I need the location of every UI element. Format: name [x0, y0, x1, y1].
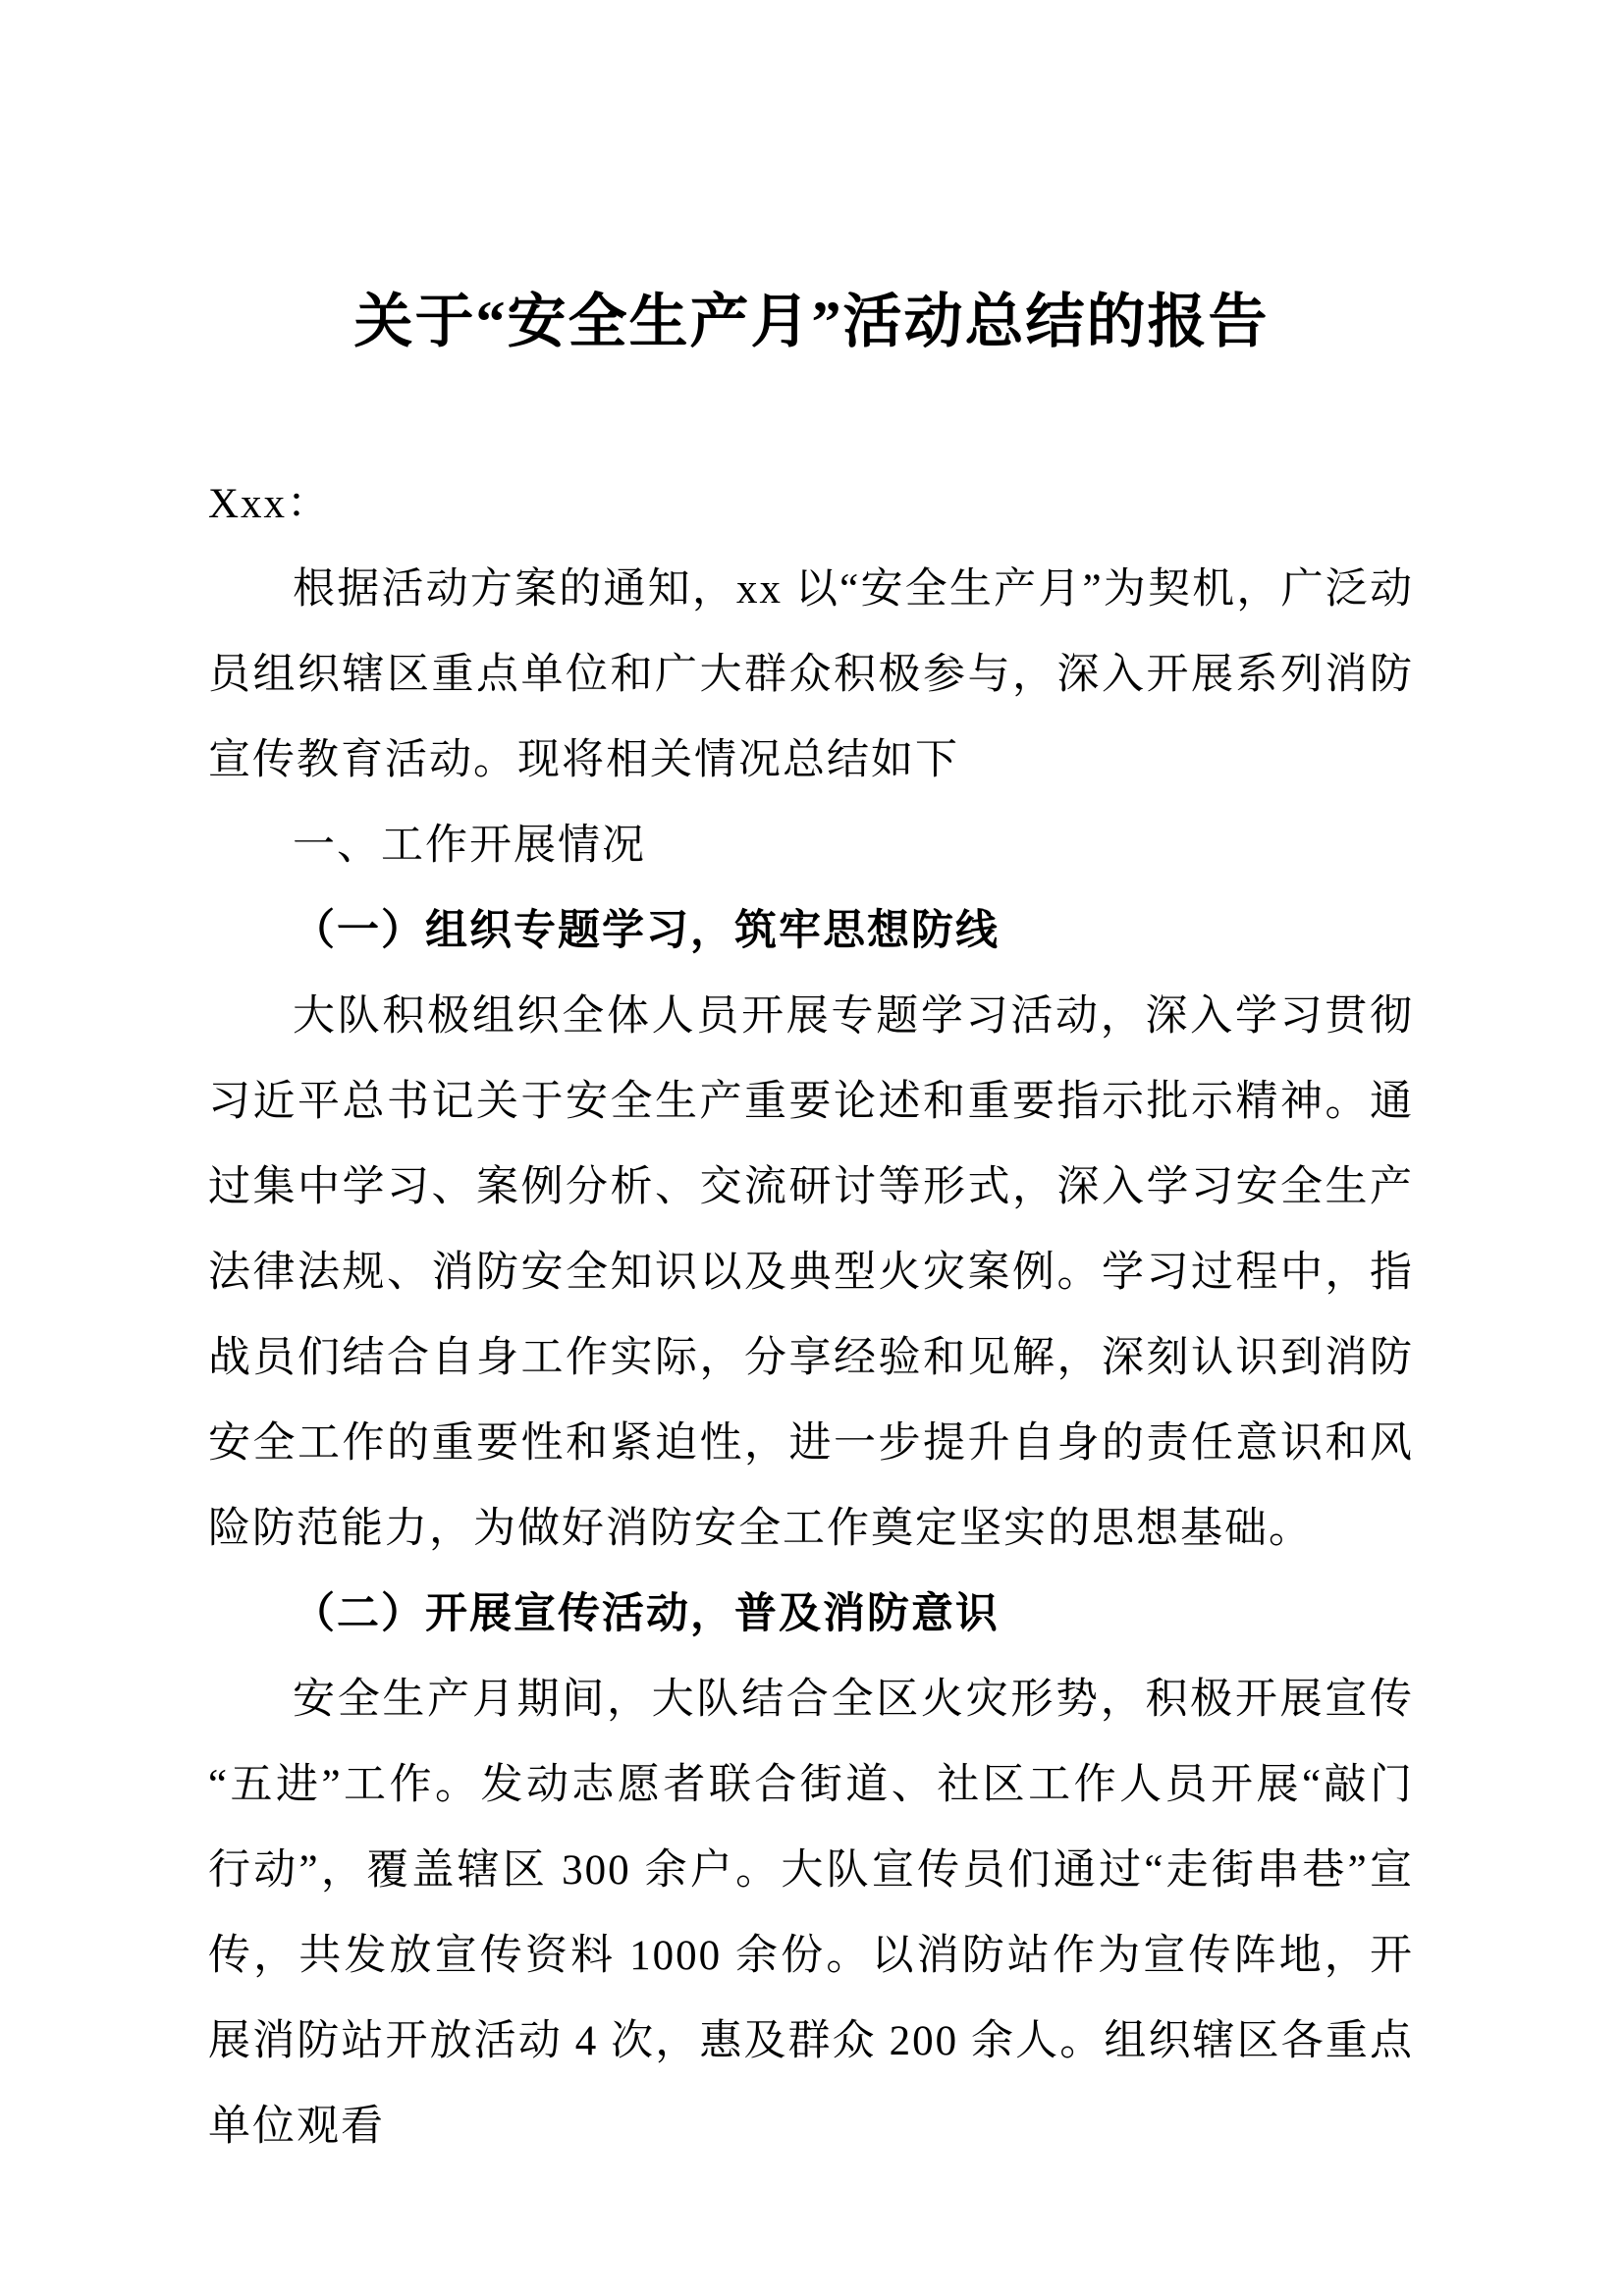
paragraph-study: 大队积极组织全体人员开展专题学习活动，深入学习贯彻习近平总书记关于安全生产重要论述和重要指示批示精神。通过集中学习、案例分析、交流研讨等形式，深入学习安全生产法律法规、消防安全知识以及典型火灾案例。学习过程中，指战员们结合自身工作实际，分享经验和见解，深刻认识到消防安全工作的重要性和紧迫性，进一步提升自身的责任意识和风险防范能力，为做好消防安全工作奠定坚实的思想基础。 [208, 993, 1414, 1552]
paragraph-publicity: 安全生产月期间，大队结合全区火灾形势，积极开展宣传“五进”工作。发动志愿者联合街道、社区工作人员开展“敲门行动”，覆盖辖区 300 余户。大队宣传员们通过“走街串巷”宣传，共发放宣传资料 1000 余份。以消防站作为宣传阵地，开展消防站开放活动 4 次，惠及群众 200 余人。组织辖区各重点单位观看 [208, 1677, 1414, 2150]
document-body [208, 461, 1414, 2169]
paragraph-intro: 根据活动方案的通知，xx 以“安全生产月”为契机，广泛动员组织辖区重点单位和广大群众积极参与，深入开展系列消防宣传教育活动。现将相关情况总结如下 [208, 566, 1414, 783]
salutation: Xxx： [208, 481, 332, 527]
section-heading-work-progress: 一、工作开展情况 [293, 823, 646, 869]
subsection-heading-publicity: （二）开展宣传活动，普及消防意识 [293, 1591, 1000, 1637]
document-title: 关于“安全生产月”活动总结的报告 [353, 290, 1270, 354]
subsection-heading-study: （一）组织专题学习，筑牢思想防线 [293, 908, 1000, 954]
